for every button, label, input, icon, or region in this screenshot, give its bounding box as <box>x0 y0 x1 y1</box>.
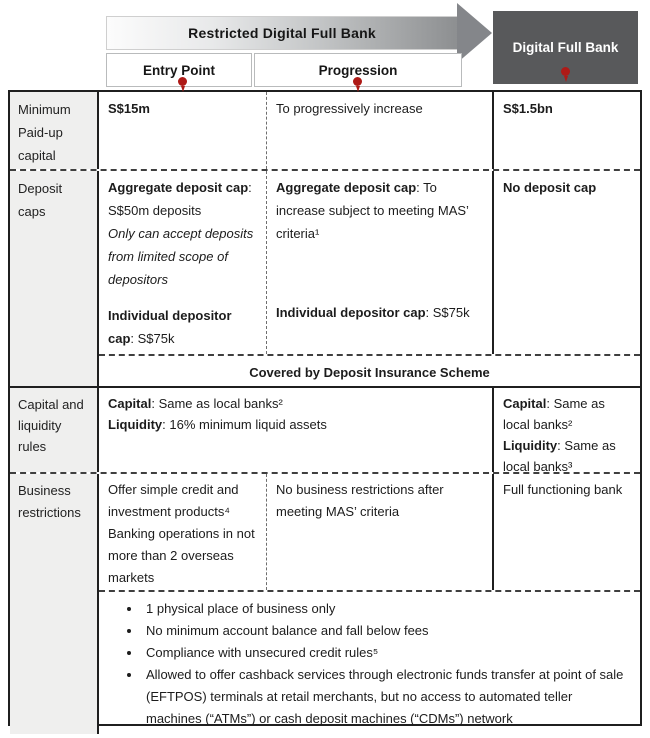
entry-point-pin-icon <box>178 77 187 92</box>
capital-rule-restricted: Capital: Same as local banks² <box>108 396 283 411</box>
entry-conditions-list <box>108 598 634 730</box>
row-entry-conditions <box>10 590 640 734</box>
pin-head <box>178 77 187 86</box>
cell-deposit-insurance: Covered by Deposit Insurance Scheme <box>99 354 640 386</box>
row-deposit-insurance <box>10 354 640 386</box>
cell-deposit-entry <box>99 171 267 354</box>
liquidity-rule-restricted: Liquidity: 16% minimum liquid assets <box>108 417 327 432</box>
progression-pin-icon <box>353 77 362 92</box>
pin-tail <box>356 86 360 92</box>
capital-rule-dfb: Capital: Same as local banks² <box>503 396 605 432</box>
row-capital-liquidity <box>10 386 640 472</box>
row-label-deposit-insurance-spacer <box>10 354 99 386</box>
cell-paid-up-progression: To progressively increase <box>267 92 494 169</box>
aggregate-cap-entry: Aggregate deposit cap: S$50m deposits <box>108 180 252 218</box>
pin-head <box>353 77 362 86</box>
cell-paid-up-dfb: S$1.5bn <box>503 101 553 116</box>
entry-point-label: Entry Point <box>142 62 215 78</box>
pin-tail <box>181 86 185 92</box>
list-item: • Allowed to offer cashback services through electronic funds transfer at point of sale (EFTPOS) terminals at retail merchants, but no access to automated teller machines (“ATMs”) or cash deposit machines (“CDMs”) network <box>142 664 630 730</box>
row-label-paid-up-capital: Minimum Paid-up capital <box>10 92 99 169</box>
digital-full-bank-pin-icon <box>561 67 570 82</box>
cell-business-progression: No business restrictions after meeting MAS’ criteria <box>267 474 494 590</box>
cell-business-entry <box>99 474 267 590</box>
restricted-dfb-arrow-label: Restricted Digital Full Bank <box>188 25 376 41</box>
individual-cap-entry: Individual depositor cap: S$75k <box>108 308 232 346</box>
row-deposit-caps <box>10 169 640 354</box>
row-label-capital-liquidity: Capital and liquidity rules <box>10 388 99 472</box>
aggregate-cap-entry-note: Only can accept deposits from limited scope of depositors <box>108 226 254 287</box>
individual-cap-progression: Individual depositor cap: S$75k <box>276 305 470 320</box>
cell-paid-up-entry: S$15m <box>99 92 267 169</box>
row-business-restrictions <box>10 472 640 590</box>
aggregate-cap-progression: Aggregate deposit cap: To increase subject to meeting MAS’ criteria¹ <box>276 180 469 241</box>
arrow-head-icon <box>457 3 492 63</box>
row-label-entry-conditions-spacer <box>10 590 99 734</box>
business-entry-line1: Offer simple credit and investment products⁴ <box>108 482 239 519</box>
comparison-table <box>8 90 642 726</box>
restricted-dfb-arrow <box>106 16 458 50</box>
progression-label: Progression <box>318 62 398 78</box>
cell-deposit-dfb: No deposit cap <box>503 180 597 195</box>
business-entry-line2: Banking operations in not more than 2 overseas markets <box>108 526 255 585</box>
cell-capital-dfb <box>494 388 640 472</box>
cell-capital-restricted <box>99 388 494 472</box>
row-label-deposit-caps: Deposit caps <box>10 171 99 354</box>
row-label-business-restrictions: Business restrictions <box>10 474 99 590</box>
liquidity-rule-dfb: Liquidity: Same as local banks³ <box>503 438 616 472</box>
cell-entry-conditions <box>99 590 640 734</box>
list-item: • 1 physical place of business only <box>142 598 630 620</box>
cell-business-dfb: Full functioning bank <box>503 482 623 497</box>
pin-tail <box>564 76 568 82</box>
digital-full-bank-label: Digital Full Bank <box>512 40 619 55</box>
list-item: • No minimum account balance and fall below fees <box>142 620 630 642</box>
list-item: • Compliance with unsecured credit rules⁵ <box>142 642 630 664</box>
pin-head <box>561 67 570 76</box>
row-paid-up-capital <box>10 92 640 169</box>
cell-deposit-progression <box>267 171 494 354</box>
